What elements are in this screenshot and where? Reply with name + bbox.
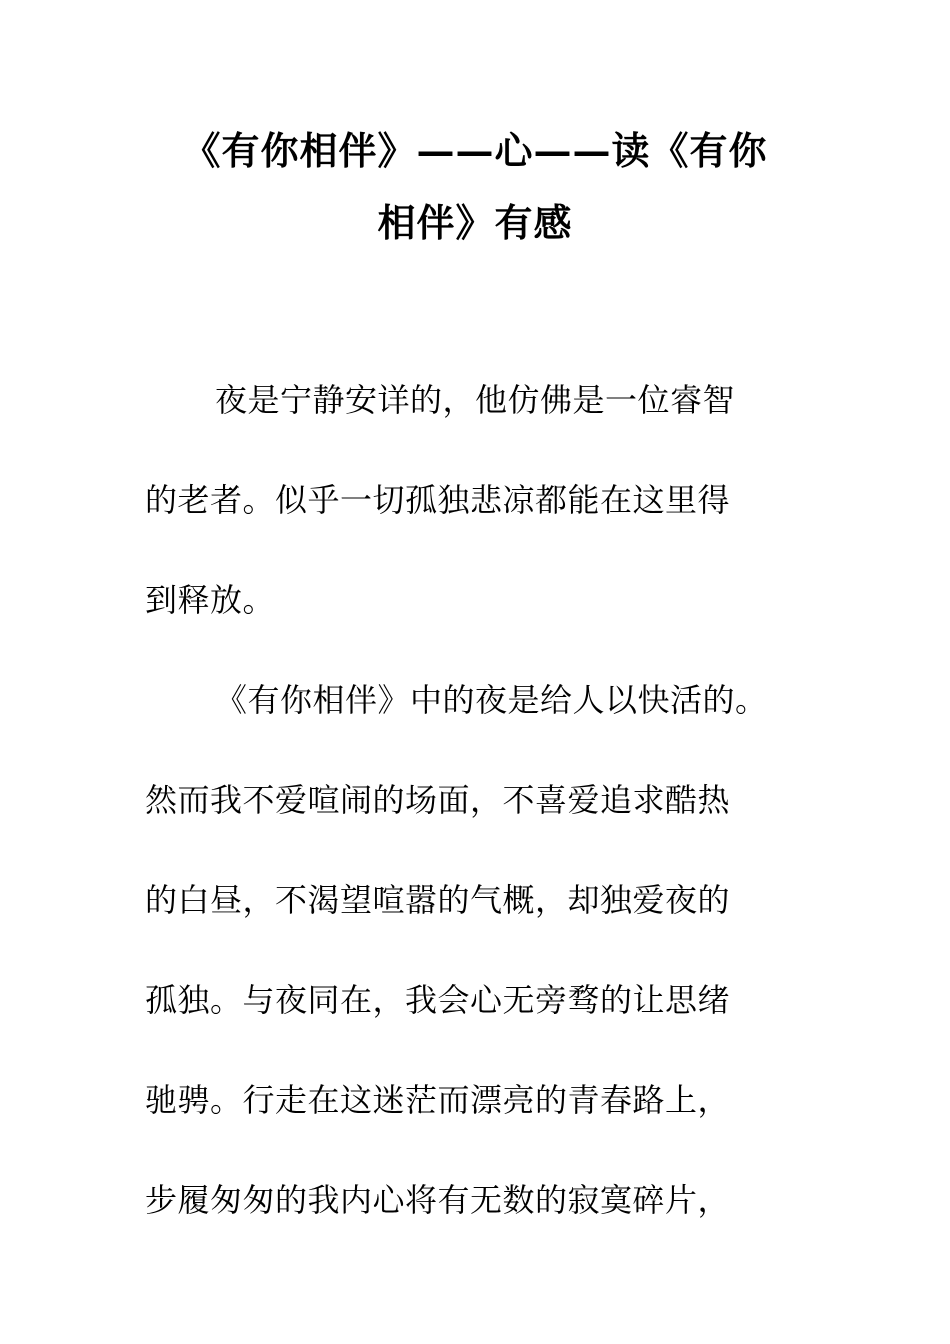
body-line-7: 孤独。与夜同在，我会心无旁骛的让思绪 [145,981,731,1019]
body-line-6: 的白昼，不渴望喧嚣的气概，却独爱夜的 [145,881,731,919]
document-title-line-2: 相伴》有感 [377,200,573,245]
body-line-4: 《有你相伴》中的夜是给人以快活的。 [215,681,768,719]
body-line-1: 夜是宁静安详的，他仿佛是一位睿智 [215,381,736,419]
document-title-line-1: 《有你相伴》——心——读《有你 [182,128,768,173]
body-line-8: 驰骋。行走在这迷茫而漂亮的青春路上， [145,1081,731,1119]
body-line-9: 步履匆匆的我内心将有无数的寂寞碎片， [145,1181,731,1219]
body-line-5: 然而我不爱喧闹的场面，不喜爱追求酷热 [145,781,731,819]
body-line-2: 的老者。似乎一切孤独悲凉都能在这里得 [145,481,731,519]
body-line-3: 到释放。 [145,581,276,619]
